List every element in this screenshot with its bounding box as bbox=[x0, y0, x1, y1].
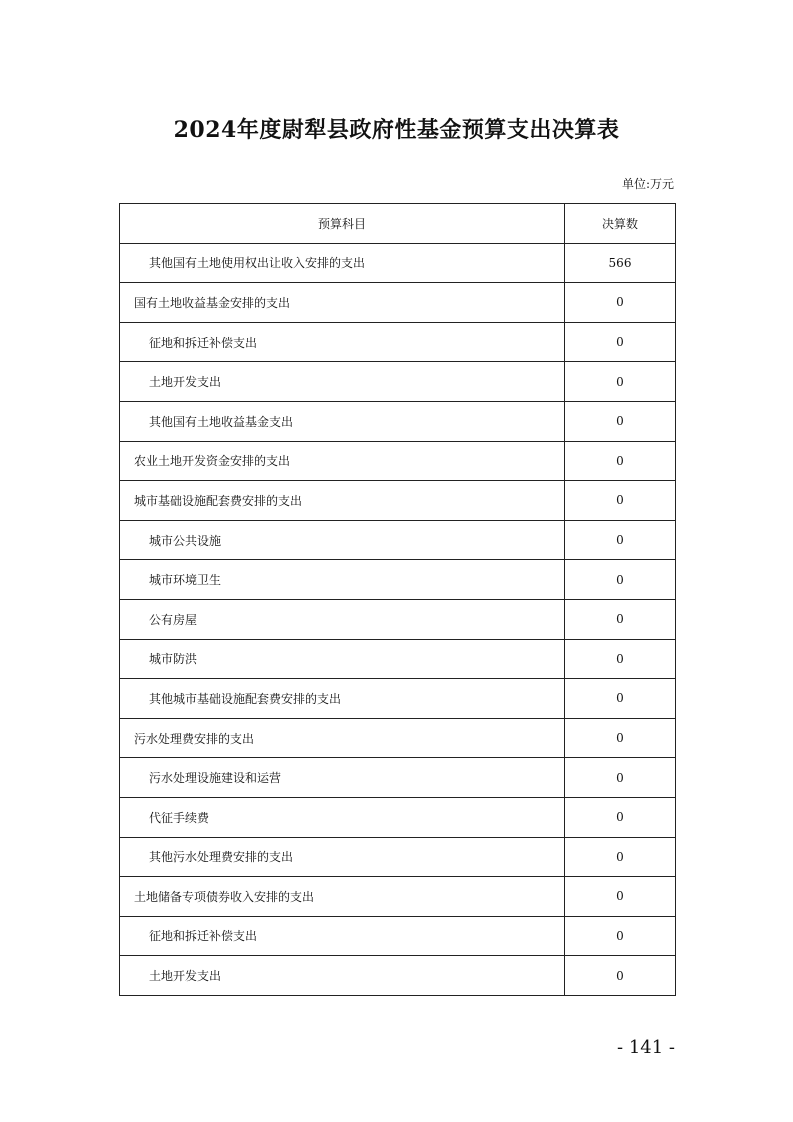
table-row bbox=[120, 639, 676, 679]
page-number: - 141 - bbox=[617, 1037, 675, 1058]
table-row bbox=[120, 283, 676, 323]
table-row bbox=[120, 797, 676, 837]
row-item-name: 污水处理设施建设和运营 bbox=[120, 758, 565, 798]
row-item-value: 0 bbox=[565, 679, 676, 719]
row-item-value: 0 bbox=[565, 797, 676, 837]
table-row bbox=[120, 837, 676, 877]
row-item-name: 土地开发支出 bbox=[120, 956, 565, 996]
budget-expenditure-table bbox=[119, 203, 676, 996]
row-item-value: 0 bbox=[565, 362, 676, 402]
row-item-name: 农业土地开发资金安排的支出 bbox=[120, 441, 565, 481]
row-item-value: 0 bbox=[565, 560, 676, 600]
document-title: 2024年度尉犁县政府性基金预算支出决算表 bbox=[173, 117, 620, 143]
row-item-value: 0 bbox=[565, 599, 676, 639]
table-row bbox=[120, 401, 676, 441]
table-row bbox=[120, 243, 676, 283]
row-item-name: 其他污水处理费安排的支出 bbox=[120, 837, 565, 877]
row-item-name: 征地和拆迁补偿支出 bbox=[120, 322, 565, 362]
row-item-name: 城市基础设施配套费安排的支出 bbox=[120, 481, 565, 521]
table-row bbox=[120, 916, 676, 956]
header-final-amount: 决算数 bbox=[565, 204, 676, 244]
row-item-value: 0 bbox=[565, 520, 676, 560]
row-item-value: 0 bbox=[565, 718, 676, 758]
row-item-name: 其他国有土地收益基金支出 bbox=[120, 401, 565, 441]
row-item-name: 城市公共设施 bbox=[120, 520, 565, 560]
row-item-value: 0 bbox=[565, 322, 676, 362]
row-item-value: 0 bbox=[565, 481, 676, 521]
row-item-name: 公有房屋 bbox=[120, 599, 565, 639]
row-item-value: 0 bbox=[565, 401, 676, 441]
row-item-name: 征地和拆迁补偿支出 bbox=[120, 916, 565, 956]
row-item-value: 0 bbox=[565, 956, 676, 996]
table-row bbox=[120, 877, 676, 917]
table-header-row bbox=[120, 204, 676, 244]
row-item-value: 0 bbox=[565, 758, 676, 798]
table-body bbox=[120, 243, 676, 995]
row-item-name: 城市防洪 bbox=[120, 639, 565, 679]
table-row bbox=[120, 560, 676, 600]
row-item-name: 土地开发支出 bbox=[120, 362, 565, 402]
row-item-name: 城市环境卫生 bbox=[120, 560, 565, 600]
row-item-value: 0 bbox=[565, 639, 676, 679]
table-row bbox=[120, 520, 676, 560]
row-item-name: 代征手续费 bbox=[120, 797, 565, 837]
row-item-value: 0 bbox=[565, 283, 676, 323]
table-row bbox=[120, 441, 676, 481]
row-item-name: 国有土地收益基金安排的支出 bbox=[120, 283, 565, 323]
row-item-value: 0 bbox=[565, 916, 676, 956]
table-row bbox=[120, 758, 676, 798]
header-budget-item: 预算科目 bbox=[120, 204, 565, 244]
table-row bbox=[120, 481, 676, 521]
row-item-name: 土地储备专项债券收入安排的支出 bbox=[120, 877, 565, 917]
row-item-value: 0 bbox=[565, 877, 676, 917]
table-row bbox=[120, 322, 676, 362]
row-item-name: 其他城市基础设施配套费安排的支出 bbox=[120, 679, 565, 719]
row-item-name: 其他国有土地使用权出让收入安排的支出 bbox=[120, 243, 565, 283]
table-row bbox=[120, 679, 676, 719]
row-item-value: 0 bbox=[565, 837, 676, 877]
table-row bbox=[120, 718, 676, 758]
table-row bbox=[120, 599, 676, 639]
unit-label: 单位:万元 bbox=[621, 177, 674, 191]
table-row bbox=[120, 956, 676, 996]
row-item-value: 566 bbox=[565, 243, 676, 283]
table-row bbox=[120, 362, 676, 402]
row-item-name: 污水处理费安排的支出 bbox=[120, 718, 565, 758]
row-item-value: 0 bbox=[565, 441, 676, 481]
